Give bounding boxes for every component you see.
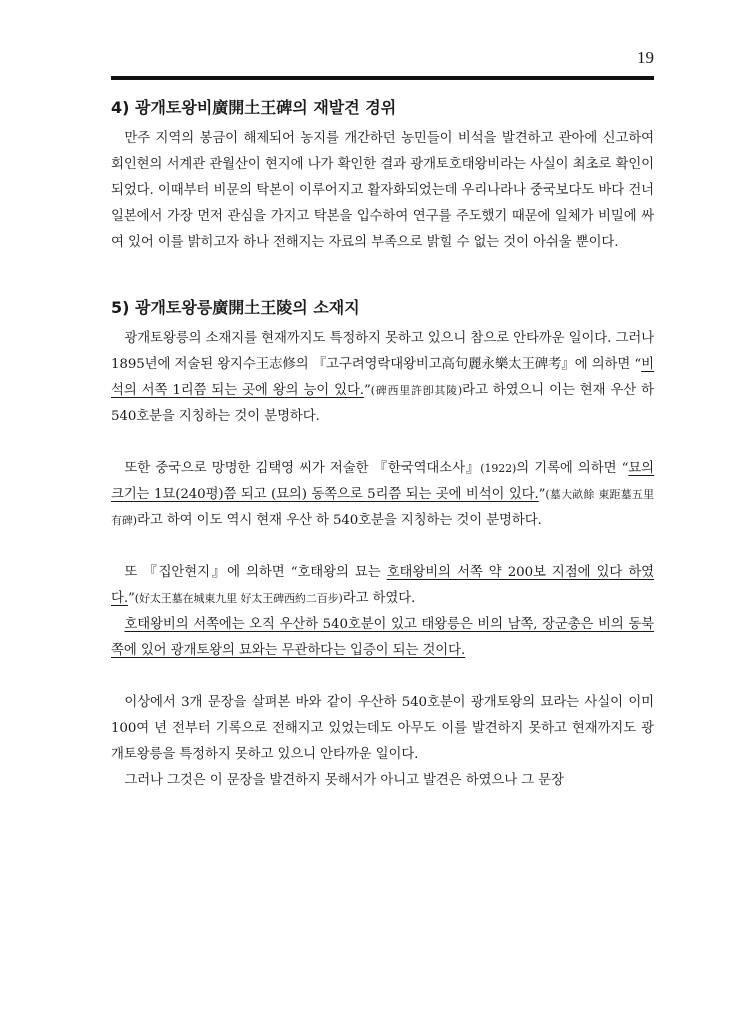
underlined-quote: 묘의 크기는 1묘(240평)쯤 되고 (묘의) 동쪽으로 5리쯤 되는 곳에 비석이 있다. — [111, 461, 655, 502]
section-5 — [111, 296, 654, 794]
hanja-citation: (碑西里許卽其陵) — [370, 384, 463, 397]
hanja-citation: (好太王墓在城東九里 好太王碑西約二百步) — [134, 592, 343, 605]
paragraph-text: 라고 하였으니 이는 현재 우산 하 540호분을 지칭하는 것이 분명하다. — [111, 383, 654, 424]
quote-close: ” — [538, 487, 546, 502]
section-4-paragraph: 만주 지역의 봉금이 해제되어 농지를 개간하던 농민들이 비석을 발견하고 관아에 신고하여 회인현의 서계관 관월산이 현지에 나가 확인한 결과 광개토호태왕비라는 사실이 최초로 확인이 되었다. 이때부터 비문의 탁본이 이루어지고 활자화되었는데 우리나라나 중국보다도 바다 건너 일본에서 가장 먼저 관심을 가지고 탁본을 입수하여 연구를 주도했기 때문에 일체가 비밀에 싸여 있어 이를 밝히고자 하나 전해지는 자료의 부족으로 밝힐 수 없는 것이 아쉬울 뿐이다. — [111, 131, 654, 250]
underlined-statement: 호태왕비의 서쪽에는 오직 우산하 540호분이 있고 태왕릉은 비의 남쪽, 장군총은 비의 동북쪽에 있어 광개토왕의 묘와는 무관하다는 입증이 되는 것이다. — [111, 617, 654, 658]
underlined-quote: 비석의 서쪽 1리쯤 되는 곳에 왕의 능이 있다. — [111, 357, 654, 398]
section-5-paragraph-6: 그러나 그것은 이 문장을 발견하지 못해서가 아니고 발견은 하였으나 그 문장 — [124, 773, 564, 788]
quote-close: ” — [363, 383, 371, 398]
paragraph-text: 또 『집안현지』에 의하면 “호태왕의 묘는 — [124, 565, 387, 580]
section-5-paragraph-3 — [111, 560, 654, 612]
section-4-heading: 4) 광개토왕비廣開土王碑의 재발견 경위 — [111, 98, 397, 117]
paragraph-text: 라고 하여 이도 역시 현재 우산 하 540호분을 지칭하는 것이 분명하다. — [137, 513, 542, 528]
page-content — [111, 96, 654, 834]
year-citation: (1922) — [480, 462, 517, 475]
header-rule — [111, 76, 654, 80]
section-5-paragraph-1 — [111, 326, 654, 430]
paragraph-text: 광개토왕릉의 소재지를 현재까지도 특정하지 못하고 있으니 참으로 안타까운 일이다. 그러나 1895년에 저술된 왕지수王志修의 『고구려영락대왕비고高句麗永樂太王碑考』에 의하면 “ — [111, 331, 654, 372]
paragraph-text: 또한 중국으로 망명한 김택영 씨가 저술한 『한국역대소사』 — [124, 461, 481, 476]
section-5-paragraph-4 — [111, 612, 654, 664]
hanja-citation: (墓大畝餘 東距墓五里有碑) — [111, 488, 654, 527]
quote-close: ” — [128, 591, 135, 606]
paragraph-text: 의 기록에 의하면 “ — [516, 461, 629, 476]
section-5-paragraph-5: 이상에서 3개 문장을 살펴본 바와 같이 우산하 540호분이 광개토왕의 묘라는 사실이 이미 100여 년 전부터 기록으로 전해지고 있었는데도 아무도 이를 발견하지 못하고 현재까지도 광개토왕릉을 특정하지 못하고 있으니 안타까운 일이다. — [111, 695, 654, 762]
section-5-heading: 5) 광개토왕릉廣開土王陵의 소재지 — [111, 298, 360, 317]
underlined-quote: 호태왕비의 서쪽 약 200보 지점에 있다 하였다. — [111, 565, 655, 606]
page-number: 19 — [637, 48, 654, 67]
section-5-paragraph-2 — [111, 456, 654, 534]
section-4 — [111, 96, 654, 256]
paragraph-text: 라고 하였다. — [342, 591, 416, 606]
